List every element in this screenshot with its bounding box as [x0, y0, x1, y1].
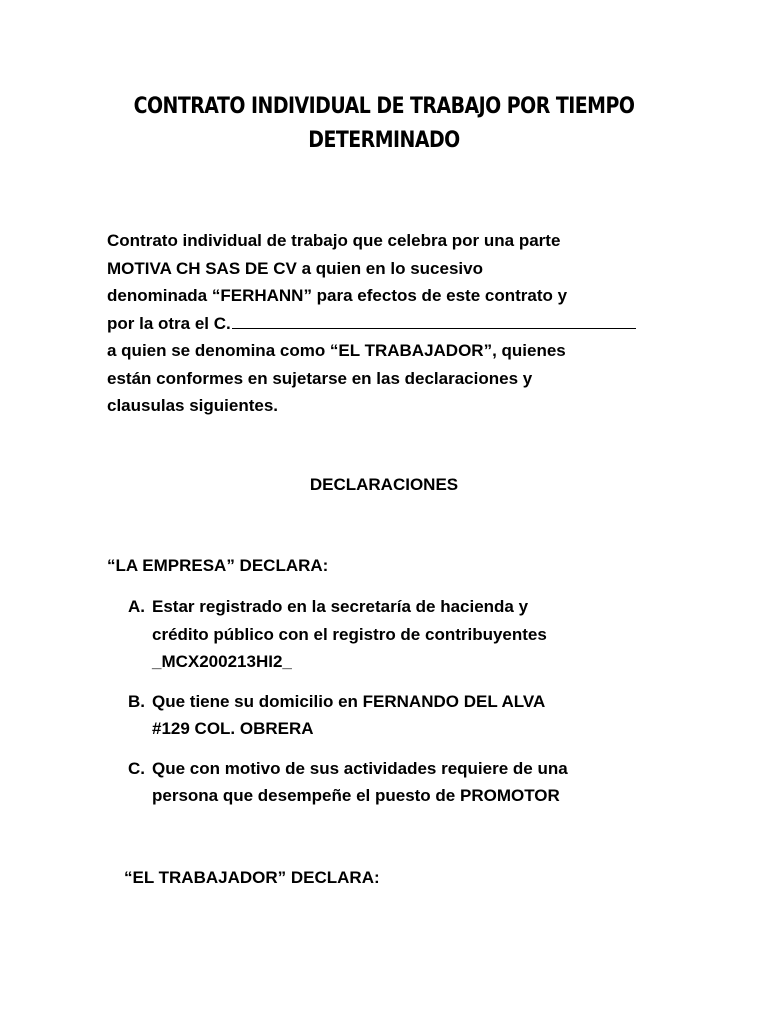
item-line: #129 COL. OBRERA	[152, 719, 314, 738]
intro-line: a quien se denomina como “EL TRABAJADOR”, quienes	[107, 341, 566, 360]
intro-line-text: por la otra el C.	[107, 313, 231, 333]
document-title	[54, 90, 714, 158]
intro-line: Contrato individual de trabajo que celebra por una parte	[107, 231, 561, 250]
empresa-declaration-list	[128, 593, 688, 822]
list-marker: B.	[128, 691, 145, 711]
empresa-declara-label: “LA EMPRESA” DECLARA:	[107, 556, 329, 575]
item-line: persona que desempeñe el puesto de PROMOTOR	[152, 786, 560, 805]
item-line: crédito público con el registro de contribuyentes	[152, 624, 547, 644]
declaration-item-c	[128, 755, 688, 810]
intro-line: MOTIVA CH SAS DE CV a quien en lo sucesivo	[107, 258, 483, 278]
title-line: DETERMINADO	[308, 128, 460, 153]
declaration-item-a	[128, 593, 688, 676]
item-line: Estar registrado en la secretaría de hacienda y	[152, 597, 529, 616]
item-line: Que tiene su domicilio en FERNANDO DEL ALVA	[152, 691, 546, 711]
intro-line: denominada “FERHANN” para efectos de este contrato y	[107, 286, 568, 305]
intro-paragraph	[107, 227, 687, 420]
declaraciones-heading: DECLARACIONES	[309, 475, 459, 494]
intro-line: clausulas siguientes.	[107, 396, 279, 415]
title-line: CONTRATO INDIVIDUAL DE TRABAJO POR TIEMPO	[133, 94, 635, 119]
intro-line: están conformes en sujetarse en las declaraciones y	[107, 368, 533, 388]
item-line: Que con motivo de sus actividades requiere de una	[152, 758, 568, 778]
intro-line-with-blank	[107, 310, 687, 338]
trabajador-declara-label: “EL TRABAJADOR” DECLARA:	[124, 868, 380, 887]
item-line: _MCX200213HI2_	[152, 652, 292, 671]
signature-blank-line	[232, 327, 636, 329]
declaration-item-b	[128, 688, 688, 743]
list-marker: A.	[128, 597, 145, 616]
list-marker: C.	[128, 758, 145, 778]
